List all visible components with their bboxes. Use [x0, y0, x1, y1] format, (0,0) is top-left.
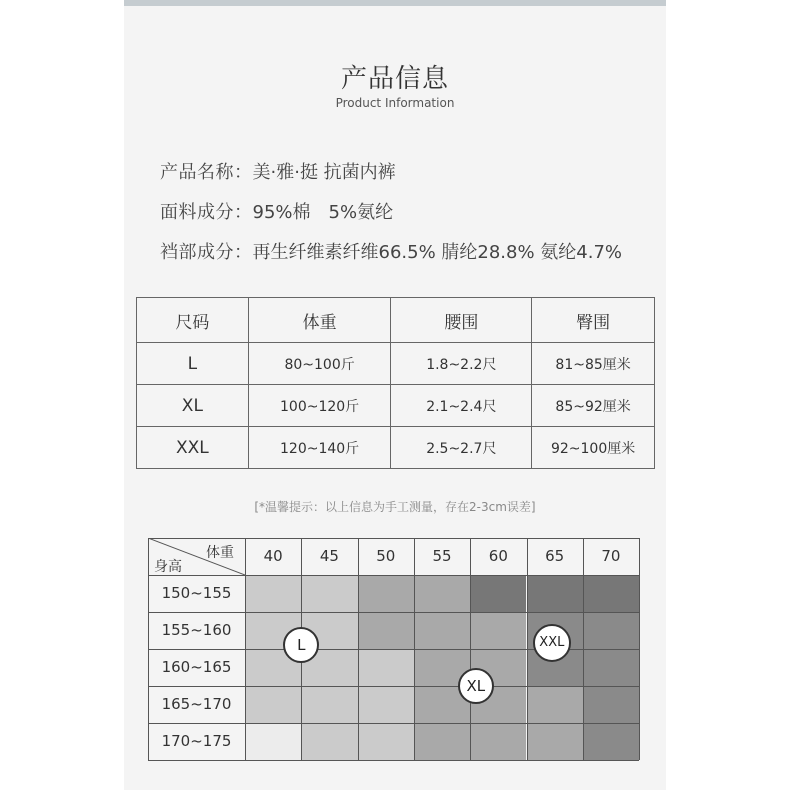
grid-line — [148, 575, 639, 576]
chart-cell — [245, 723, 301, 760]
chart-cell — [527, 686, 583, 723]
top-bar — [124, 0, 666, 6]
chart-cell — [414, 723, 470, 760]
table-row — [137, 343, 655, 385]
cell-weight: 80~100斤 — [248, 343, 391, 385]
info-value: 美·雅·挺 抗菌内裤 — [252, 162, 396, 183]
header-hip: 臀围 — [532, 298, 655, 343]
grid-line — [148, 723, 639, 724]
chart-cell — [358, 575, 414, 612]
info-label: 裆部成分： — [160, 242, 253, 263]
info-product-name — [160, 158, 396, 184]
weight-header: 40 — [263, 547, 283, 565]
header-waist: 腰围 — [391, 298, 532, 343]
grid-line — [148, 538, 639, 539]
page-title: 产品信息 — [340, 64, 449, 94]
chart-cell — [527, 575, 583, 612]
grid-line — [639, 538, 640, 760]
cell-weight: 100~120斤 — [248, 385, 391, 427]
chart-cell — [583, 686, 639, 723]
weight-header: 50 — [376, 547, 396, 565]
size-badge: XXL — [533, 624, 571, 662]
height-header: 150~155 — [161, 584, 232, 602]
height-header: 165~170 — [161, 695, 232, 713]
cell-waist: 2.1~2.4尺 — [391, 385, 532, 427]
chart-cell — [414, 612, 470, 649]
corner-height-label: 身高 — [154, 559, 182, 575]
size-table — [136, 297, 655, 469]
chart-cell — [301, 575, 357, 612]
chart-cell — [358, 612, 414, 649]
cell-hip: 92~100厘米 — [532, 427, 655, 469]
cell-weight: 120~140斤 — [248, 427, 391, 469]
grid-line — [148, 612, 639, 613]
chart-cell — [245, 575, 301, 612]
weight-header: 65 — [545, 547, 565, 565]
weight-header: 70 — [601, 547, 621, 565]
chart-cell — [414, 575, 470, 612]
header-size: 尺码 — [137, 298, 249, 343]
chart-cell — [358, 649, 414, 686]
info-value: 再生纤维素纤维66.5% 腈纶28.8% 氨纶4.7% — [252, 242, 623, 263]
cell-size: L — [137, 343, 249, 385]
cell-hip: 81~85厘米 — [532, 343, 655, 385]
chart-cell — [301, 723, 357, 760]
height-header: 160~165 — [161, 658, 232, 676]
grid-line — [148, 760, 639, 761]
cell-hip: 85~92厘米 — [532, 385, 655, 427]
table-header-row — [137, 298, 655, 343]
header-weight: 体重 — [248, 298, 391, 343]
grid-line — [148, 686, 639, 687]
info-value: 95%棉 5%氨纶 — [252, 202, 394, 223]
height-header: 155~160 — [161, 621, 232, 639]
chart-cell — [583, 575, 639, 612]
size-badge: XL — [458, 668, 494, 704]
weight-header: 55 — [432, 547, 452, 565]
size-badge: L — [283, 627, 319, 663]
cell-waist: 2.5~2.7尺 — [391, 427, 532, 469]
height-header: 170~175 — [161, 732, 232, 750]
info-label: 产品名称： — [160, 162, 253, 183]
chart-cell — [358, 723, 414, 760]
page-subtitle: Product Information — [335, 96, 455, 110]
corner-weight-label: 体重 — [206, 545, 234, 561]
chart-cell — [470, 723, 526, 760]
weight-header: 45 — [319, 547, 339, 565]
cell-size: XXL — [137, 427, 249, 469]
cell-size: XL — [137, 385, 249, 427]
table-row — [137, 385, 655, 427]
height-weight-size-chart — [148, 538, 639, 760]
chart-cell — [245, 686, 301, 723]
weight-header: 60 — [488, 547, 508, 565]
chart-cell — [583, 649, 639, 686]
table-row — [137, 427, 655, 469]
measurement-note: [*温馨提示：以上信息为手工测量，存在2-3cm误差] — [254, 500, 536, 514]
chart-cell — [470, 575, 526, 612]
product-info-panel — [124, 0, 666, 790]
info-fabric — [160, 198, 393, 224]
info-label: 面料成分： — [160, 202, 253, 223]
chart-cell — [358, 686, 414, 723]
chart-cell — [583, 612, 639, 649]
chart-cell — [470, 612, 526, 649]
chart-cell — [527, 723, 583, 760]
info-crotch — [160, 238, 622, 264]
cell-waist: 1.8~2.2尺 — [391, 343, 532, 385]
chart-cell — [301, 686, 357, 723]
chart-cell — [583, 723, 639, 760]
